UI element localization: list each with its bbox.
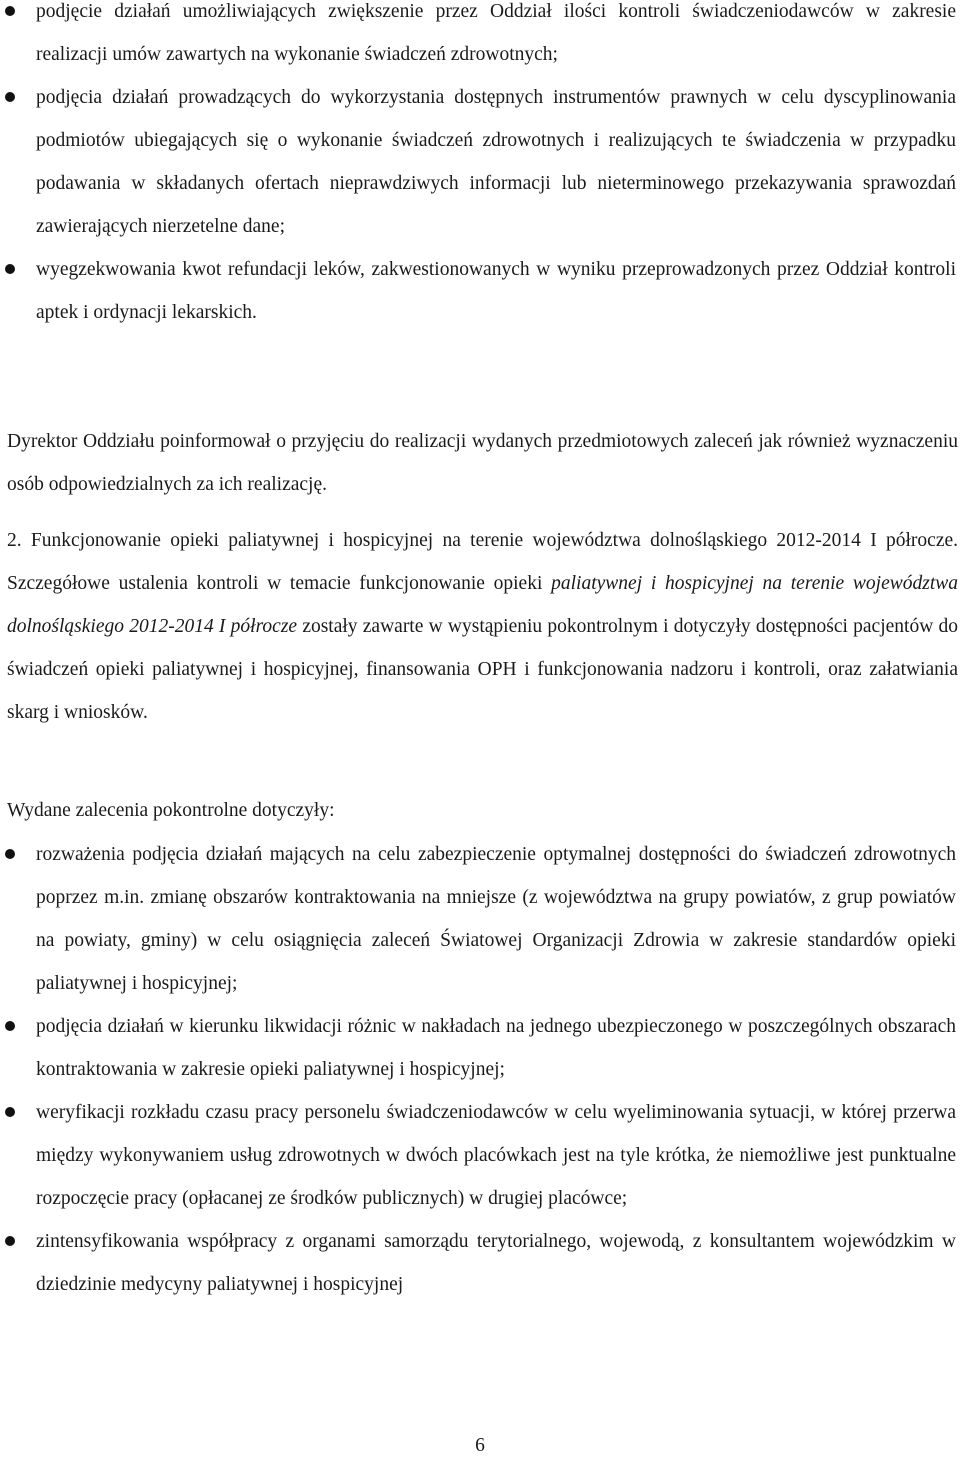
section-2-text-before: Szczegółowe ustalenia kontroli w temacie funkcjonowanie opieki	[7, 573, 543, 594]
section-2-paragraph	[0, 519, 960, 734]
list-item	[0, 1220, 958, 1306]
section-2-heading: 2. Funkcjonowanie opieki paliatywnej i hospicyjnej na terenie województwa dolnośląskiego 2012-2014 I półrocze.	[7, 530, 958, 551]
list-item	[0, 1091, 958, 1220]
list-item-text: podjęcia działań w kierunku likwidacji różnic w nakładach na jednego ubezpieczonego w poszczególnych obszarach kontraktowania w zakresie opieki paliatywnej i hospicyjnej;	[36, 1016, 956, 1080]
recommendations-intro: Wydane zalecenia pokontrolne dotyczyły:	[7, 800, 335, 821]
bullet-icon	[5, 1021, 15, 1031]
list-item-text: weryfikacji rozkładu czasu pracy personelu świadczeniodawców w celu wyeliminowania sytuacji, w której przerwa między wykonywaniem usług zdrowotnych w dwóch placówkach jest na tyle krótka, że niemożliwe jest punktualne rozpoczęcie pracy (opłacanej ze środków publicznych) w drugiej placówce;	[36, 1102, 956, 1209]
bullet-icon	[5, 1107, 15, 1117]
list-item	[0, 0, 958, 76]
director-paragraph: Dyrektor Oddziału poinformował o przyjęciu do realizacji wydanych przedmiotowych zaleceń jak również wyznaczeniu osób odpowiedzialnych za ich realizację.	[7, 431, 958, 495]
bullet-icon	[5, 849, 15, 859]
section-2-italic-title: paliatywnej i hospicyjnej na terenie województwa dolnośląskiego 2012-2014 I półrocze	[7, 573, 959, 637]
bullet-icon	[5, 1236, 15, 1246]
bullet-icon	[5, 92, 15, 102]
bullet-icon	[5, 264, 15, 274]
list-item	[0, 833, 958, 1005]
bullet-list-control-actions	[0, 0, 958, 334]
list-item-text: podjęcia działań prowadzących do wykorzystania dostępnych instrumentów prawnych w celu dyscyplinowania podmiotów ubiegających się o wykonanie świadczeń zdrowotnych i realizujących te świadczenia w przypadku podawania w składanych ofertach nieprawdziwych informacji lub nieterminowego przekazywania sprawozdań zawierających nierzetelne dane;	[36, 87, 956, 237]
page-number: 6	[475, 1435, 485, 1456]
list-item	[0, 1005, 958, 1091]
list-item-text: podjęcie działań umożliwiających zwiększenie przez Oddział ilości kontroli świadczeniodawców w zakresie realizacji umów zawartych na wykonanie świadczeń zdrowotnych;	[36, 1, 956, 65]
list-item	[0, 248, 958, 334]
list-item-text: zintensyfikowania współpracy z organami samorządu terytorialnego, wojewodą, z konsultantem wojewódzkim w dziedzinie medycyny paliatywnej i hospicyjnej	[36, 1231, 956, 1295]
list-item-text: wyegzekwowania kwot refundacji leków, zakwestionowanych w wyniku przeprowadzonych przez Oddział kontroli aptek i ordynacji lekarskich.	[36, 259, 956, 323]
section-2-text-after: zostały zawarte w wystąpieniu pokontrolnym i dotyczyły dostępności pacjentów do świadczeń opieki paliatywnej i hospicyjnej, finansowania OPH i funkcjonowania nadzoru i kontroli, oraz załatwiania skarg i wniosków.	[7, 616, 958, 723]
list-item	[0, 76, 958, 248]
list-item-text: rozważenia podjęcia działań mających na celu zabezpieczenie optymalnej dostępności do świadczeń zdrowotnych poprzez m.in. zmianę obszarów kontraktowania na mniejsze (z województwa na grupy powiatów, z grup powiatów na powiaty, gminy) w celu osiągnięcia zaleceń Światowej Organizacji Zdrowia w zakresie standardów opieki paliatywnej i hospicyjnej;	[36, 844, 956, 994]
bullet-list-recommendations	[0, 833, 958, 1306]
bullet-icon	[5, 6, 15, 16]
